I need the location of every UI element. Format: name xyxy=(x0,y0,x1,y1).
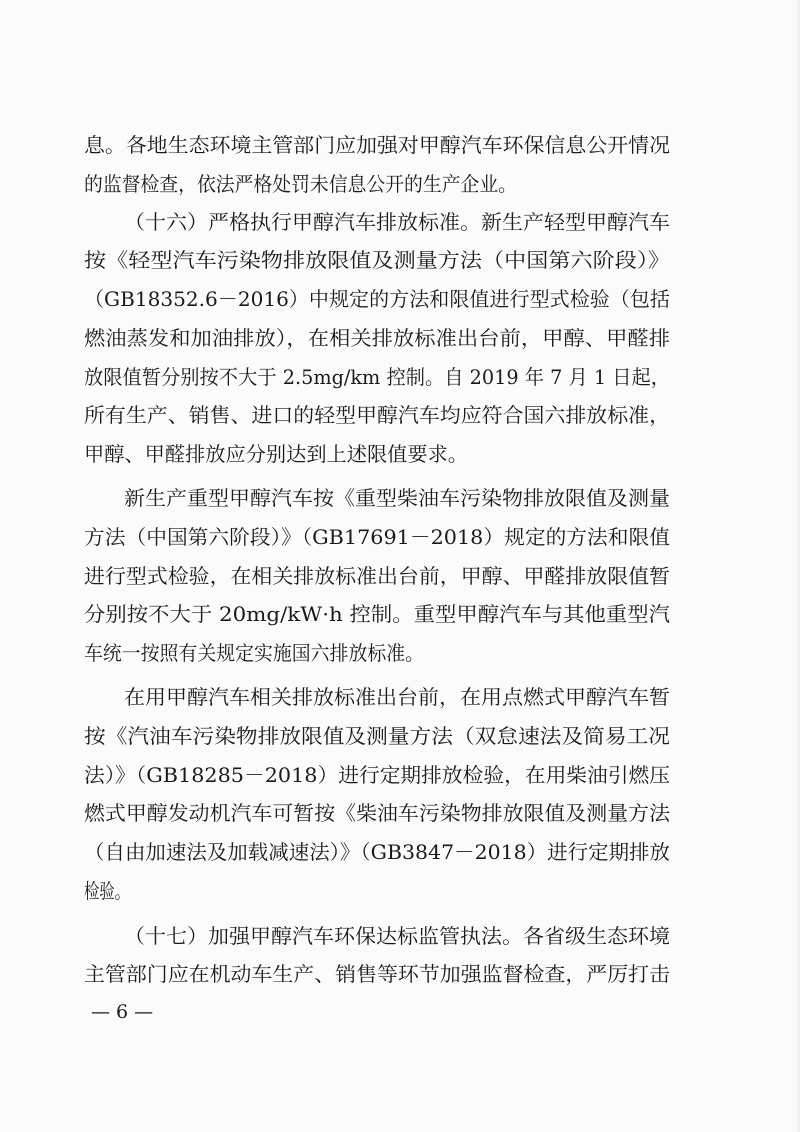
text-line-content: 甲醇、甲醛排放应分别达到上述限值要求。 xyxy=(84,442,468,466)
text-line xyxy=(0,205,800,239)
text-line xyxy=(0,559,800,593)
text-line xyxy=(0,835,800,869)
text-line-content: 进行型式检验，在相关排放标准出台前，甲醇、甲醛排放限值暂 xyxy=(84,564,670,588)
text-line xyxy=(0,597,800,631)
text-line xyxy=(0,481,800,515)
text-line-content: 检验。 xyxy=(84,879,130,903)
text-line-content: 方法（中国第六阶段）》（GB17691－2018）规定的方法和限值 xyxy=(84,525,670,549)
text-line-content: 所有生产、销售、进口的轻型甲醇汽车均应符合国六排放标准， xyxy=(84,403,670,427)
text-line-content: （GB18352.6－2016）中规定的方法和限值进行型式检验（包括 xyxy=(84,287,670,311)
text-line xyxy=(0,282,800,316)
text-line-content: （十七）加强甲醇汽车环保达标监管执法。各省级生态环境 xyxy=(124,924,670,948)
text-line-content: 按《汽油车污染物排放限值及测量方法（双怠速法及简易工况 xyxy=(84,724,670,748)
text-line xyxy=(0,321,800,355)
text-line-content: 法）》（GB18285－2018）进行定期排放检验，在用柴油引燃压 xyxy=(84,763,670,787)
text-line xyxy=(0,758,800,792)
text-line xyxy=(0,243,800,277)
text-line xyxy=(0,360,800,394)
page-number: — 6 — xyxy=(91,1001,154,1023)
text-line-content: 的监督检查，依法严格处罚未信息公开的生产企业。 xyxy=(84,172,517,196)
text-line xyxy=(0,167,800,201)
text-line xyxy=(0,874,800,908)
text-line xyxy=(0,437,800,471)
text-line-content: 分别按不大于 20mg/kW·h 控制。重型甲醇汽车与其他重型汽 xyxy=(84,602,670,626)
text-line-content: 燃油蒸发和加油排放），在相关排放标准出台前，甲醇、甲醛排 xyxy=(84,326,671,350)
text-line xyxy=(0,680,800,714)
text-line-content: 车统一按照有关规定实施国六排放标准。 xyxy=(84,641,424,665)
text-line xyxy=(0,128,800,162)
text-line xyxy=(0,796,800,830)
text-line xyxy=(0,919,800,953)
text-line-content: 新生产重型甲醇汽车按《重型柴油车污染物排放限值及测量 xyxy=(124,486,670,510)
text-line-content: 主管部门应在机动车生产、销售等环节加强监督检查，严厉打击 xyxy=(84,962,670,986)
text-line-content: （十六）严格执行甲醇汽车排放标准。新生产轻型甲醇汽车 xyxy=(124,210,670,234)
text-line xyxy=(0,636,800,670)
text-line xyxy=(0,719,800,753)
text-line-content: 放限值暂分别按不大于 2.5mg/km 控制。自 2019 年 7 月 1 日起， xyxy=(84,365,670,389)
text-line-content: 燃式甲醇发动机汽车可暂按《柴油车污染物排放限值及测量方法 xyxy=(84,801,670,825)
text-line-content: 息。各地生态环境主管部门应加强对甲醇汽车环保信息公开情况 xyxy=(84,133,670,157)
text-line-content: 在用甲醇汽车相关排放标准出台前，在用点燃式甲醇汽车暂 xyxy=(124,685,670,709)
text-line-content: 按《轻型汽车污染物排放限值及测量方法（中国第六阶段）》 xyxy=(84,248,670,272)
text-line xyxy=(0,398,800,432)
text-line-content: （自由加速法及加载减速法）》（GB3847－2018）进行定期排放 xyxy=(84,840,670,864)
text-line xyxy=(0,520,800,554)
text-line xyxy=(0,957,800,991)
